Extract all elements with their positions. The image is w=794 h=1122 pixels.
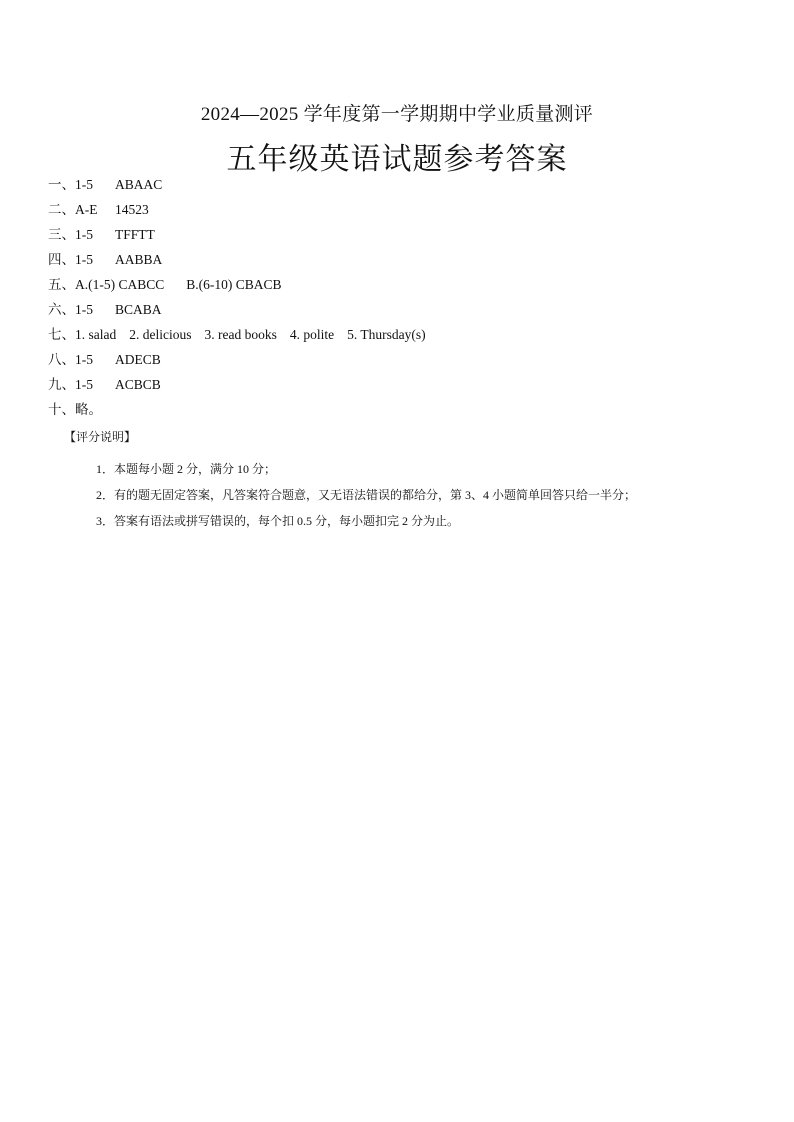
- answer-value: AABBA: [115, 252, 163, 267]
- question-number: 三、: [48, 227, 75, 242]
- answer-word: 1. salad: [75, 327, 117, 342]
- answer-row-3: [48, 225, 439, 250]
- scoring-note: 2．有的题无固定答案，凡答案符合题意，又无语法错误的都给分，第 3、4 小题简单回答只给一半分；: [96, 488, 637, 502]
- question-number: 四、: [48, 252, 75, 267]
- question-number: 一、: [48, 177, 75, 192]
- question-range: 1-5: [75, 177, 93, 192]
- question-range: 1-5: [75, 302, 93, 317]
- question-range: 1-5: [75, 227, 93, 242]
- answer-word: 3. read books: [204, 327, 277, 342]
- answer-row-8: [48, 350, 439, 375]
- answer-row-6: [48, 300, 439, 325]
- scoring-notes-heading: 【评分说明】: [64, 430, 137, 444]
- answer-row-2: [48, 200, 439, 225]
- answer-word: 5. Thursday(s): [347, 327, 426, 342]
- question-number: 九、: [48, 377, 75, 392]
- answer-value: ADECB: [115, 352, 161, 367]
- answer-part-b: B.(6-10) CBACB: [186, 277, 282, 292]
- question-range: A-E: [75, 202, 98, 217]
- answer-word: 4. polite: [289, 327, 335, 342]
- question-number: 十、: [48, 402, 75, 417]
- answer-row-10: [48, 400, 439, 425]
- question-range: 1-5: [75, 352, 93, 367]
- question-range: 1-5: [75, 377, 93, 392]
- answer-key-title: 五年级英语试题参考答案: [226, 142, 568, 177]
- answer-value: BCABA: [115, 302, 162, 317]
- question-number: 七、: [48, 327, 75, 342]
- scoring-note: 1．本题每小题 2 分，满分 10 分；: [96, 462, 277, 476]
- question-number: 六、: [48, 302, 75, 317]
- question-range: 1-5: [75, 252, 93, 267]
- question-number: 五、: [48, 277, 75, 292]
- exam-period-title: 2024—2025 学年度第一学期期中学业质量测评: [200, 104, 594, 125]
- answer-row-5: [48, 275, 439, 300]
- answer-row-9: [48, 375, 439, 400]
- answer-value: 14523: [115, 202, 149, 217]
- answer-row-1: [48, 175, 439, 200]
- answer-value: 略。: [75, 402, 102, 417]
- answer-value: ABAAC: [115, 177, 163, 192]
- question-number: 二、: [48, 202, 75, 217]
- answer-part-a: A.(1-5) CABCC: [75, 277, 165, 292]
- scoring-notes: [64, 428, 636, 538]
- answer-row-4: [48, 250, 439, 275]
- answer-value: TFFTT: [115, 227, 155, 242]
- answer-word: 2. delicious: [129, 327, 192, 342]
- answer-row-7: [48, 325, 439, 350]
- scoring-note: 3．答案有语法或拼写错误的，每个扣 0.5 分，每小题扣完 2 分为止。: [96, 514, 460, 528]
- answer-list: [48, 175, 439, 425]
- question-number: 八、: [48, 352, 75, 367]
- answer-value: ACBCB: [115, 377, 161, 392]
